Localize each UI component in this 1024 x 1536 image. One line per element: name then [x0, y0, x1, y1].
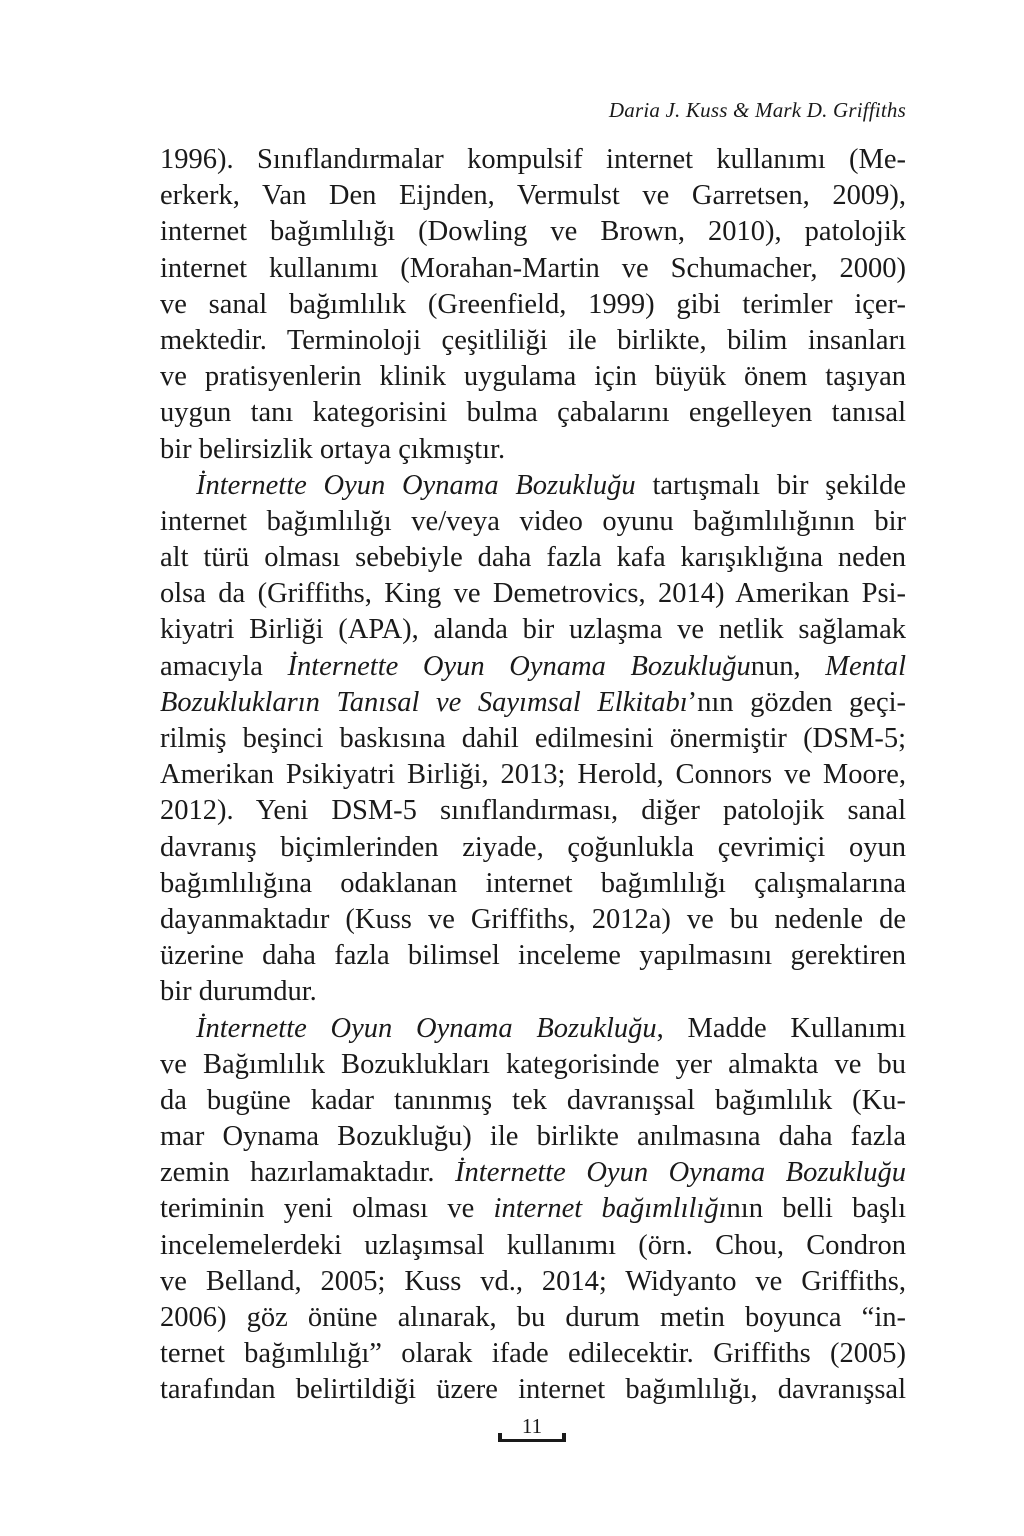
text-run: nın belli başlı	[726, 1193, 906, 1225]
text-line	[160, 685, 906, 721]
text-line: internet bağımlılığı (Dowling ve Brown, 2010), patolojik	[160, 216, 906, 248]
text-line: davranış biçimlerinden ziyade, çoğunlukla çevrimiçi oyun	[160, 831, 906, 863]
text-line	[160, 1155, 906, 1191]
italic-term: İnternette Oyun Oynama Bozukluğu	[455, 1157, 906, 1189]
page-number-block	[498, 1414, 566, 1438]
running-head: Daria J. Kuss & Mark D. Griffiths	[608, 98, 906, 122]
text-line: 1996). Sınıflandırmalar kompulsif internet kullanımı (Me-	[160, 144, 906, 175]
italic-term: İnternette Oyun Oynama Bozukluğu	[196, 469, 636, 501]
text-line: bir belirsizlik ortaya çıkmıştır.	[160, 433, 506, 465]
text-run: , Madde Kullanımı	[656, 1012, 906, 1044]
text-run: teriminin yeni olması ve	[160, 1193, 494, 1225]
italic-term: Mental	[825, 650, 906, 682]
page-number: 11	[521, 1414, 543, 1438]
text-run: amacıyla	[160, 650, 288, 682]
text-line: mektedir. Terminoloji çeşitliliği ile birlikte, bilim insanları	[160, 324, 906, 356]
text-line: rilmiş beşinci baskısına dahil edilmesini önermiştir (DSM-5;	[160, 723, 906, 754]
italic-term: İnternette Oyun Oynama Bozukluğu	[287, 650, 751, 682]
text-line: uygun tanı kategorisini bulma çabalarını engelleyen tanısal	[160, 397, 906, 429]
text-run: ’nın gözden geçi-	[687, 686, 906, 718]
folio-bracket-left	[498, 1433, 502, 1442]
text-line: ve Bağımlılık Bozuklukları kategorisinde yer almakta ve bu	[160, 1048, 906, 1080]
text-line: alt türü olması sebebiyle daha fazla kafa karışıklığına neden	[160, 542, 906, 574]
paragraph-start-line	[160, 468, 906, 504]
text-line: ve Belland, 2005; Kuss vd., 2014; Widyanto ve Griffiths,	[160, 1265, 906, 1297]
text-line: olsa da (Griffiths, King ve Demetrovics, 2014) Amerikan Psi-	[160, 578, 906, 610]
text-line: bağımlılığına odaklanan internet bağımlılığı çalışmalarına	[160, 867, 906, 899]
text-line: incelemelerdeki uzlaşımsal kullanımı (örn. Chou, Condron	[160, 1229, 906, 1261]
text-line: bir durumdur.	[160, 976, 317, 1008]
text-line: ve sanal bağımlılık (Greenfield, 1999) gibi terimler içer-	[160, 288, 906, 320]
text-line: ve pratisyenlerin klinik uygulama için büyük önem taşıyan	[160, 361, 906, 393]
body-text	[160, 142, 906, 1409]
text-line: kiyatri Birliği (APA), alanda bir uzlaşma ve netlik sağlamak	[160, 614, 906, 646]
folio-underline	[498, 1439, 566, 1442]
text-line: ternet bağımlılığı” olarak ifade edilecektir. Griffiths (2005)	[160, 1338, 906, 1370]
italic-term: İnternette Oyun Oynama Bozukluğu	[196, 1012, 657, 1044]
italic-term: Bozuklukların Tanısal ve Sayımsal Elkitabı	[160, 686, 688, 718]
text-line: erkerk, Van Den Eijnden, Vermulst ve Garretsen, 2009),	[160, 180, 906, 212]
text-line: internet bağımlılığı ve/veya video oyunu bağımlılığının bir	[160, 505, 906, 537]
text-line: 2006) göz önüne alınarak, bu durum metin boyunca “in-	[160, 1302, 906, 1333]
text-line	[160, 649, 906, 685]
text-line: 2012). Yeni DSM-5 sınıflandırması, diğer patolojik sanal	[160, 795, 906, 827]
text-run: nun,	[750, 650, 826, 682]
paragraph-start-line	[160, 1011, 906, 1047]
text-run: tartışmalı bir şekilde	[635, 469, 906, 501]
text-line: da bugüne kadar tanınmış tek davranışsal bağımlılık (Ku-	[160, 1084, 906, 1116]
text-line: tarafından belirtildiği üzere internet bağımlılığı, davranışsal	[160, 1374, 906, 1406]
text-run: zemin hazırlamaktadır.	[160, 1157, 456, 1189]
text-line: mar Oynama Bozukluğu) ile birlikte anılmasına daha fazla	[160, 1121, 906, 1153]
folio-bracket-right	[562, 1433, 566, 1442]
text-line	[160, 1191, 906, 1227]
italic-term: internet bağımlılığı	[493, 1193, 727, 1225]
text-line: dayanmaktadır (Kuss ve Griffiths, 2012a) ve bu nedenle de	[160, 903, 906, 935]
text-line: internet kullanımı (Morahan-Martin ve Schumacher, 2000)	[160, 252, 906, 284]
text-line: Amerikan Psikiyatri Birliği, 2013; Herold, Connors ve Moore,	[160, 759, 906, 791]
text-line: üzerine daha fazla bilimsel inceleme yapılmasını gerektiren	[160, 940, 906, 972]
